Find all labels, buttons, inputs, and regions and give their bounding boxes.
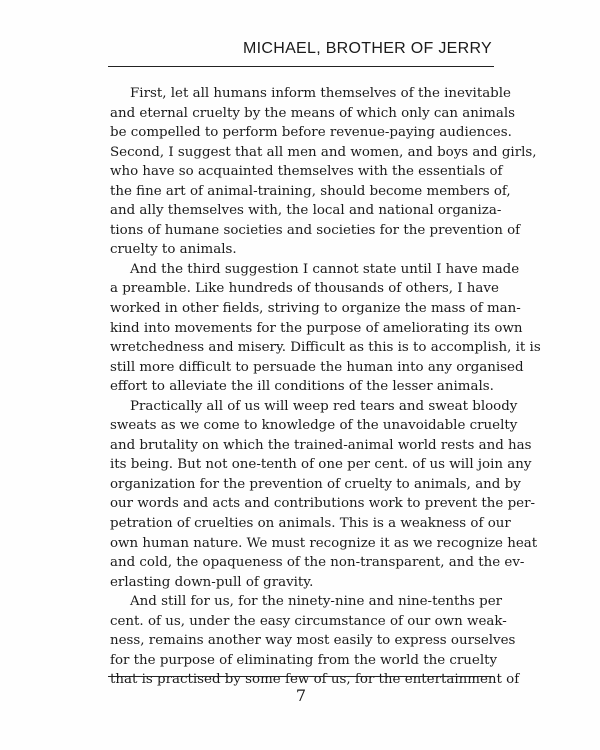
text-line: cruelty to animals. bbox=[110, 242, 237, 258]
text-line: own human nature. We must recognize it as we recognize heat bbox=[110, 535, 538, 551]
text-line: First, let all humans inform themselves of the inevitable bbox=[130, 86, 511, 101]
text-line: and eternal cruelty by the means of which only can animals bbox=[110, 105, 515, 121]
footer-rule bbox=[108, 676, 494, 677]
text-line: a preamble. Like hundreds of thousands of others, I have bbox=[110, 281, 499, 297]
text-line: organization for the prevention of cruelty to animals, and by bbox=[110, 476, 521, 492]
text-line: worked in other fields, striving to organize the mass of man- bbox=[110, 301, 521, 317]
text-line: for the purpose of eliminating from the world the cruelty bbox=[110, 652, 498, 668]
text-line: its being. But not one-tenth of one per cent. of us will join any bbox=[110, 457, 532, 473]
text-line: still more difficult to persuade the human into any organised bbox=[110, 359, 524, 375]
header-rule bbox=[108, 66, 494, 67]
text-line: kind into movements for the purpose of ameliorating its own bbox=[110, 320, 523, 336]
body-text bbox=[110, 84, 541, 690]
text-line: sweats as we come to knowledge of the unavoidable cruelty bbox=[110, 418, 518, 434]
text-line: our words and acts and contributions work to prevent the per- bbox=[110, 496, 536, 512]
text-line: and cold, the opaqueness of the non-transparent, and the ev- bbox=[110, 555, 525, 571]
text-line: who have so acquainted themselves with the essentials of bbox=[110, 164, 503, 180]
text-line: be compelled to perform before revenue-paying audiences. bbox=[110, 125, 512, 141]
text-line: petration of cruelties on animals. This is a weakness of our bbox=[110, 516, 511, 532]
text-line: Second, I suggest that all men and women, and boys and girls, bbox=[110, 144, 537, 160]
running-head: MICHAEL, BROTHER OF JERRY bbox=[242, 40, 492, 57]
text-line: And the third suggestion I cannot state until I have made bbox=[130, 261, 520, 277]
text-line: and ally themselves with, the local and national organiza- bbox=[110, 203, 502, 219]
text-line: that is practised by some few of us, for the entertainment of bbox=[110, 672, 520, 688]
text-line: effort to alleviate the ill conditions of the lesser animals. bbox=[110, 379, 494, 395]
text-line: wretchedness and misery. Difficult as this is to accomplish, it is bbox=[110, 340, 541, 356]
text-line: the fine art of animal-training, should become members of, bbox=[110, 183, 511, 199]
page-number: 7 bbox=[295, 686, 307, 705]
text-line: Practically all of us will weep red tears and sweat bloody bbox=[130, 398, 518, 414]
text-line: and brutality on which the trained-animal world rests and has bbox=[110, 437, 532, 453]
text-line: And still for us, for the ninety-nine and nine-tenths per bbox=[130, 594, 503, 610]
text-line: ness, remains another way most easily to express ourselves bbox=[110, 633, 516, 649]
text-line: cent. of us, under the easy circumstance of our own weak- bbox=[110, 613, 507, 629]
text-line: tions of humane societies and societies for the prevention of bbox=[110, 222, 521, 238]
text-line: erlasting down-pull of gravity. bbox=[110, 574, 314, 590]
